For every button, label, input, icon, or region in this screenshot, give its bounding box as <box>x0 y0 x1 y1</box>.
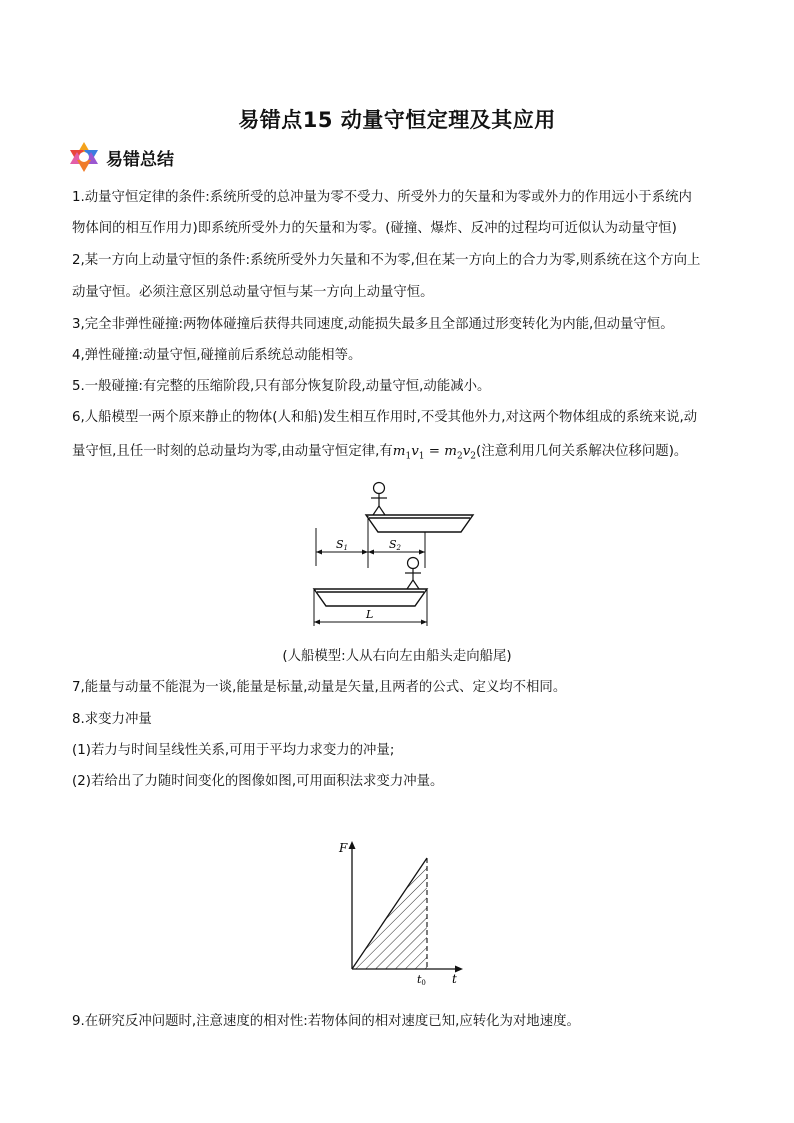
page-title: 易错点15 动量守恒定理及其应用 <box>238 108 556 132</box>
para-8-1: (1)若力与时间呈线性关系,可用于平均力求变力的冲量; <box>72 743 395 758</box>
person-lower <box>405 558 421 590</box>
force-time-graph <box>330 836 470 987</box>
para-9: 9.在研究反冲问题时,注意速度的相对性:若物体间的相对速度已知,应转化为对地速度。 <box>72 1014 580 1029</box>
para-2-line-1: 2,某一方向上动量守恒的条件:系统所受外力矢量和不为零,但在某一方向上的合力为零,则系统在这个方向上 <box>72 253 701 268</box>
para-6-line-1: 6,人船模型一两个原来静止的物体(人和船)发生相互作用时,不受其他外力,对这两个物体组成的系统来说,动 <box>72 410 698 425</box>
para-5: 5.一般碰撞:有完整的压缩阶段,只有部分恢复阶段,动量守恒,动能减小。 <box>72 379 491 394</box>
boat-upper <box>366 515 473 532</box>
para-4: 4,弹性碰撞:动量守恒,碰撞前后系统总动能相等。 <box>72 348 362 363</box>
s1-label: S1 <box>336 538 349 552</box>
para-8-2: (2)若给出了力随时间变化的图像如图,可用面积法求变力冲量。 <box>72 774 444 789</box>
boat-lower <box>314 589 427 606</box>
para-7: 7,能量与动量不能混为一谈,能量是标量,动量是矢量,且两者的公式、定义均不相同。 <box>72 680 567 695</box>
para-8: 8.求变力冲量 <box>72 712 152 727</box>
person-upper <box>371 483 387 516</box>
para-1-line-2: 物体间的相互作用力)即系统所受外力的矢量和为零。(碰撞、爆炸、反冲的过程均可近似认为动量守恒) <box>72 221 677 236</box>
l-label: L <box>366 608 374 621</box>
star-badge-icon <box>66 140 102 174</box>
y-axis-label: F <box>339 841 348 855</box>
section-header <box>66 140 174 174</box>
boat-model-figure <box>300 476 490 636</box>
para-3: 3,完全非弹性碰撞:两物体碰撞后获得共同速度,动能损失最多且全部通过形变转化为内能,但动量守恒。 <box>72 317 674 332</box>
x-axis-label: t <box>452 972 457 986</box>
t0-label: t0 <box>417 973 426 987</box>
s2-label: S2 <box>389 538 402 552</box>
para-6-line-2: 量守恒,且任一时刻的总动量均为零,由动量守恒定律,有$m_1v_1 = m_2v_2$(注意利用几何关系解决位移问题)。 <box>72 444 688 462</box>
section-label: 易错总结 <box>106 149 174 170</box>
para-1-line-1: 1.动量守恒定律的条件:系统所受的总冲量为零不受力、所受外力的矢量和为零或外力的作用远小于系统内 <box>72 190 692 205</box>
boat-caption: (人船模型:人从右向左由船头走向船尾) <box>282 649 512 664</box>
momentum-equation: $m_1v_1 = m_2v_2$ <box>392 444 476 462</box>
para-2-line-2: 动量守恒。必须注意区别总动量守恒与某一方向上动量守恒。 <box>72 285 434 300</box>
